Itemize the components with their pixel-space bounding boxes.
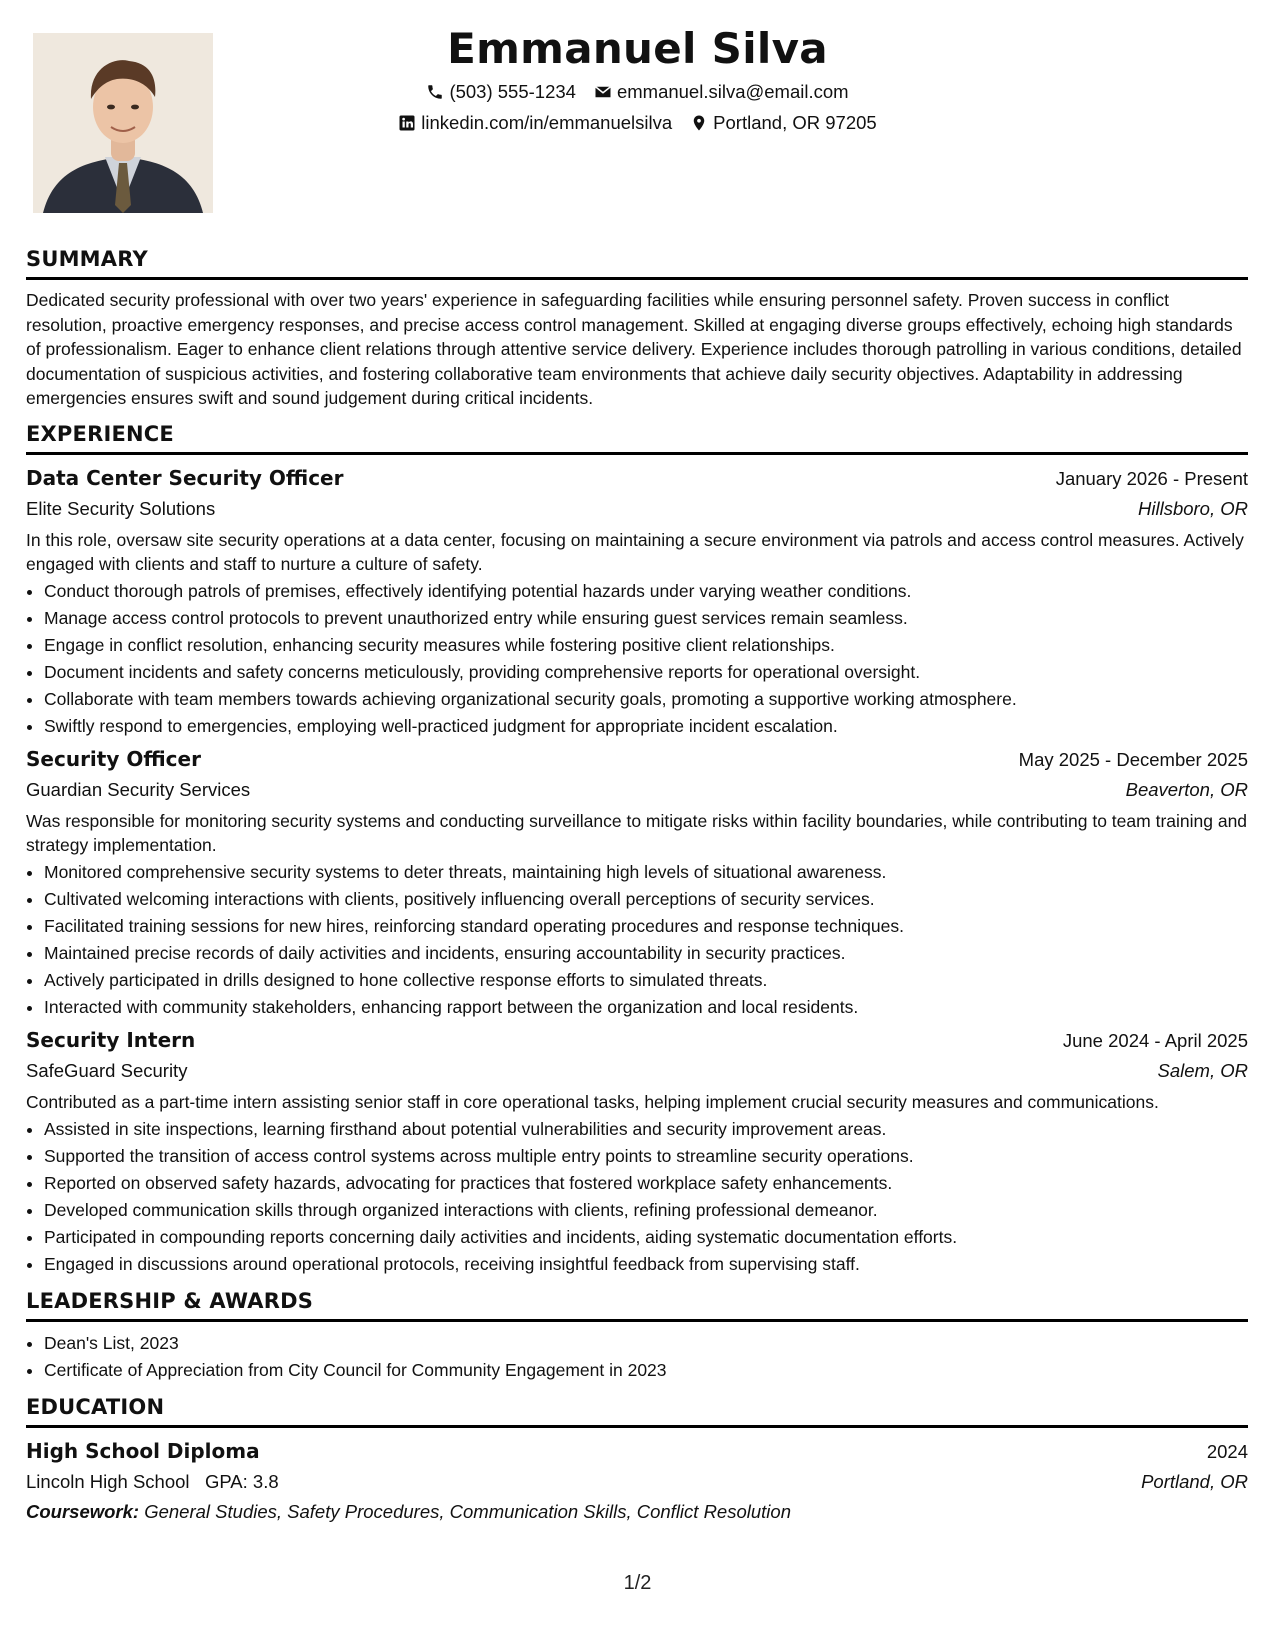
- job-entry: [26, 1025, 1248, 1278]
- job-location: Beaverton, OR: [1125, 778, 1248, 800]
- linkedin-icon: [398, 114, 416, 132]
- list-item: • Engaged in discussions around operational protocols, receiving insightful feedback from supervising staff.: [44, 1251, 1248, 1278]
- list-item: • Cultivated welcoming interactions with clients, positively influencing overall perceptions of security services.: [44, 886, 1248, 913]
- section-divider: [26, 277, 1248, 280]
- job-company: SafeGuard Security: [26, 1059, 188, 1081]
- list-item: • Participated in compounding reports concerning daily activities and incidents, aiding systematic documentation efforts.: [44, 1224, 1248, 1251]
- envelope-icon: [594, 83, 612, 101]
- job-dates: June 2024 - April 2025: [1062, 1029, 1248, 1051]
- job-entry: [26, 744, 1248, 1021]
- list-item: • Maintained precise records of daily activities and incidents, ensuring accountability in security practices.: [44, 940, 1248, 967]
- school-location: Portland, OR: [1141, 1470, 1248, 1492]
- summary-section: [26, 246, 1248, 411]
- list-item: • Engage in conflict resolution, enhancing security measures while fostering positive client relationships.: [44, 632, 1248, 659]
- list-item: • Conduct thorough patrols of premises, effectively identifying potential hazards under varying weather conditions.: [44, 578, 1248, 605]
- education-heading: EDUCATION: [26, 1394, 165, 1419]
- job-location: Salem, OR: [1157, 1059, 1248, 1081]
- list-item: • Reported on observed safety hazards, advocating for practices that fostered workplace safety enhancements.: [44, 1170, 1248, 1197]
- experience-heading: EXPERIENCE: [26, 421, 174, 446]
- section-divider: [26, 1425, 1248, 1428]
- list-item: • Swiftly respond to emergencies, employing well-practiced judgment for appropriate incident escalation.: [44, 713, 1248, 740]
- profile-photo: [33, 33, 213, 213]
- job-dates: May 2025 - December 2025: [1018, 748, 1248, 770]
- list-item: • Collaborate with team members towards achieving organizational security goals, promoting a supportive working atmosphere.: [44, 686, 1248, 713]
- school-name: Lincoln High School: [26, 1470, 190, 1492]
- section-divider: [26, 1319, 1248, 1322]
- job-description: In this role, oversaw site security operations at a data center, focusing on maintaining a secure environment via patrols and access control measures. Actively engaged with clients and staff to nurture a culture of safety.: [26, 529, 1244, 574]
- linkedin-item[interactable]: [398, 111, 672, 135]
- list-item: • Assisted in site inspections, learning firsthand about potential vulnerabilities and security improvement areas.: [44, 1116, 1248, 1143]
- experience-section: [26, 421, 1248, 1278]
- job-dates: January 2026 - Present: [1055, 467, 1248, 489]
- list-item: • Interacted with community stakeholders, enhancing rapport between the organization and local residents.: [44, 994, 1248, 1021]
- phone-icon: [426, 83, 444, 101]
- phone-item: [426, 80, 576, 104]
- section-divider: [26, 452, 1248, 455]
- list-item: • Supported the transition of access control systems across multiple entry points to streamline security operations.: [44, 1143, 1248, 1170]
- contact-info: [240, 80, 1035, 135]
- job-description: Was responsible for monitoring security systems and conducting surveillance to mitigate risks within facility boundaries, while contributing to team training and strategy implementation.: [26, 810, 1248, 855]
- job-title: Security Intern: [26, 1027, 196, 1052]
- graduation-year: 2024: [1206, 1440, 1248, 1462]
- list-item: • Certificate of Appreciation from City Council for Community Engagement in 2023: [44, 1357, 1248, 1384]
- page-number: 1/2: [623, 1572, 652, 1594]
- awards-section: [26, 1288, 1248, 1384]
- phone-text: (503) 555-1234: [449, 81, 576, 102]
- map-pin-icon: [690, 114, 708, 132]
- gpa: GPA: 3.8: [204, 1470, 279, 1492]
- job-title: Data Center Security Officer: [26, 465, 344, 490]
- job-location: Hillsboro, OR: [1138, 497, 1248, 519]
- awards-heading: LEADERSHIP & AWARDS: [26, 1288, 314, 1313]
- candidate-name: Emmanuel Silva: [447, 24, 828, 73]
- job-bullets: [26, 859, 1248, 1021]
- coursework-label: Coursework:: [26, 1500, 140, 1522]
- summary-heading: SUMMARY: [26, 247, 148, 271]
- list-item: • Document incidents and safety concerns meticulously, providing comprehensive reports for operational oversight.: [44, 659, 1248, 686]
- resume-body: [26, 246, 1248, 1527]
- email-item[interactable]: [594, 80, 849, 104]
- resume-header: [240, 22, 1035, 142]
- profile-photo-image: [33, 33, 213, 213]
- job-description: Contributed as a part-time intern assisting senior staff in core operational tasks, helping implement crucial security measures and communications.: [26, 1091, 1159, 1112]
- location-text: Portland, OR 97205: [713, 112, 877, 133]
- list-item: • Manage access control protocols to prevent unauthorized entry while ensuring guest services remain seamless.: [44, 605, 1248, 632]
- list-item: • Actively participated in drills designed to hone collective response efforts to simulated threats.: [44, 967, 1248, 994]
- list-item: • Dean's List, 2023: [44, 1330, 1248, 1357]
- degree-title: High School Diploma: [26, 1438, 260, 1463]
- list-item: • Monitored comprehensive security systems to deter threats, maintaining high levels of situational awareness.: [44, 859, 1248, 886]
- list-item: • Developed communication skills through organized interactions with clients, refining professional demeanor.: [44, 1197, 1248, 1224]
- job-company: Guardian Security Services: [26, 778, 251, 800]
- job-bullets: [26, 578, 1248, 740]
- coursework: [26, 1497, 1248, 1527]
- awards-list: [26, 1330, 1248, 1384]
- email-text[interactable]: emmanuel.silva@email.com: [616, 81, 849, 102]
- school-info: [26, 1467, 279, 1497]
- job-entry: [26, 463, 1248, 740]
- coursework-list: General Studies, Safety Procedures, Communication Skills, Conflict Resolution: [144, 1500, 791, 1522]
- location-item: [690, 111, 877, 135]
- job-title: Security Officer: [26, 746, 201, 771]
- job-company: Elite Security Solutions: [26, 497, 216, 519]
- list-item: • Facilitated training sessions for new hires, reinforcing standard operating procedures and response techniques.: [44, 913, 1248, 940]
- job-bullets: [26, 1116, 1248, 1278]
- summary-text: Dedicated security professional with over two years' experience in safeguarding facilities while ensuring personnel safety. Proven success in conflict resolution, proactive emergency responses, and precise access control management. Skilled at engaging diverse groups effectively, echoing high standards of professionalism. Eager to enhance client relations through attentive service delivery. Experience includes thorough patrolling in various conditions, detailed documentation of suspicious activities, and fostering collaborative team environments that achieve daily security objectives. Adaptability in addressing emergencies ensures swift and sound judgement during critical incidents.: [26, 290, 1242, 408]
- education-section: [26, 1394, 1248, 1527]
- linkedin-text[interactable]: linkedin.com/in/emmanuelsilva: [421, 112, 673, 133]
